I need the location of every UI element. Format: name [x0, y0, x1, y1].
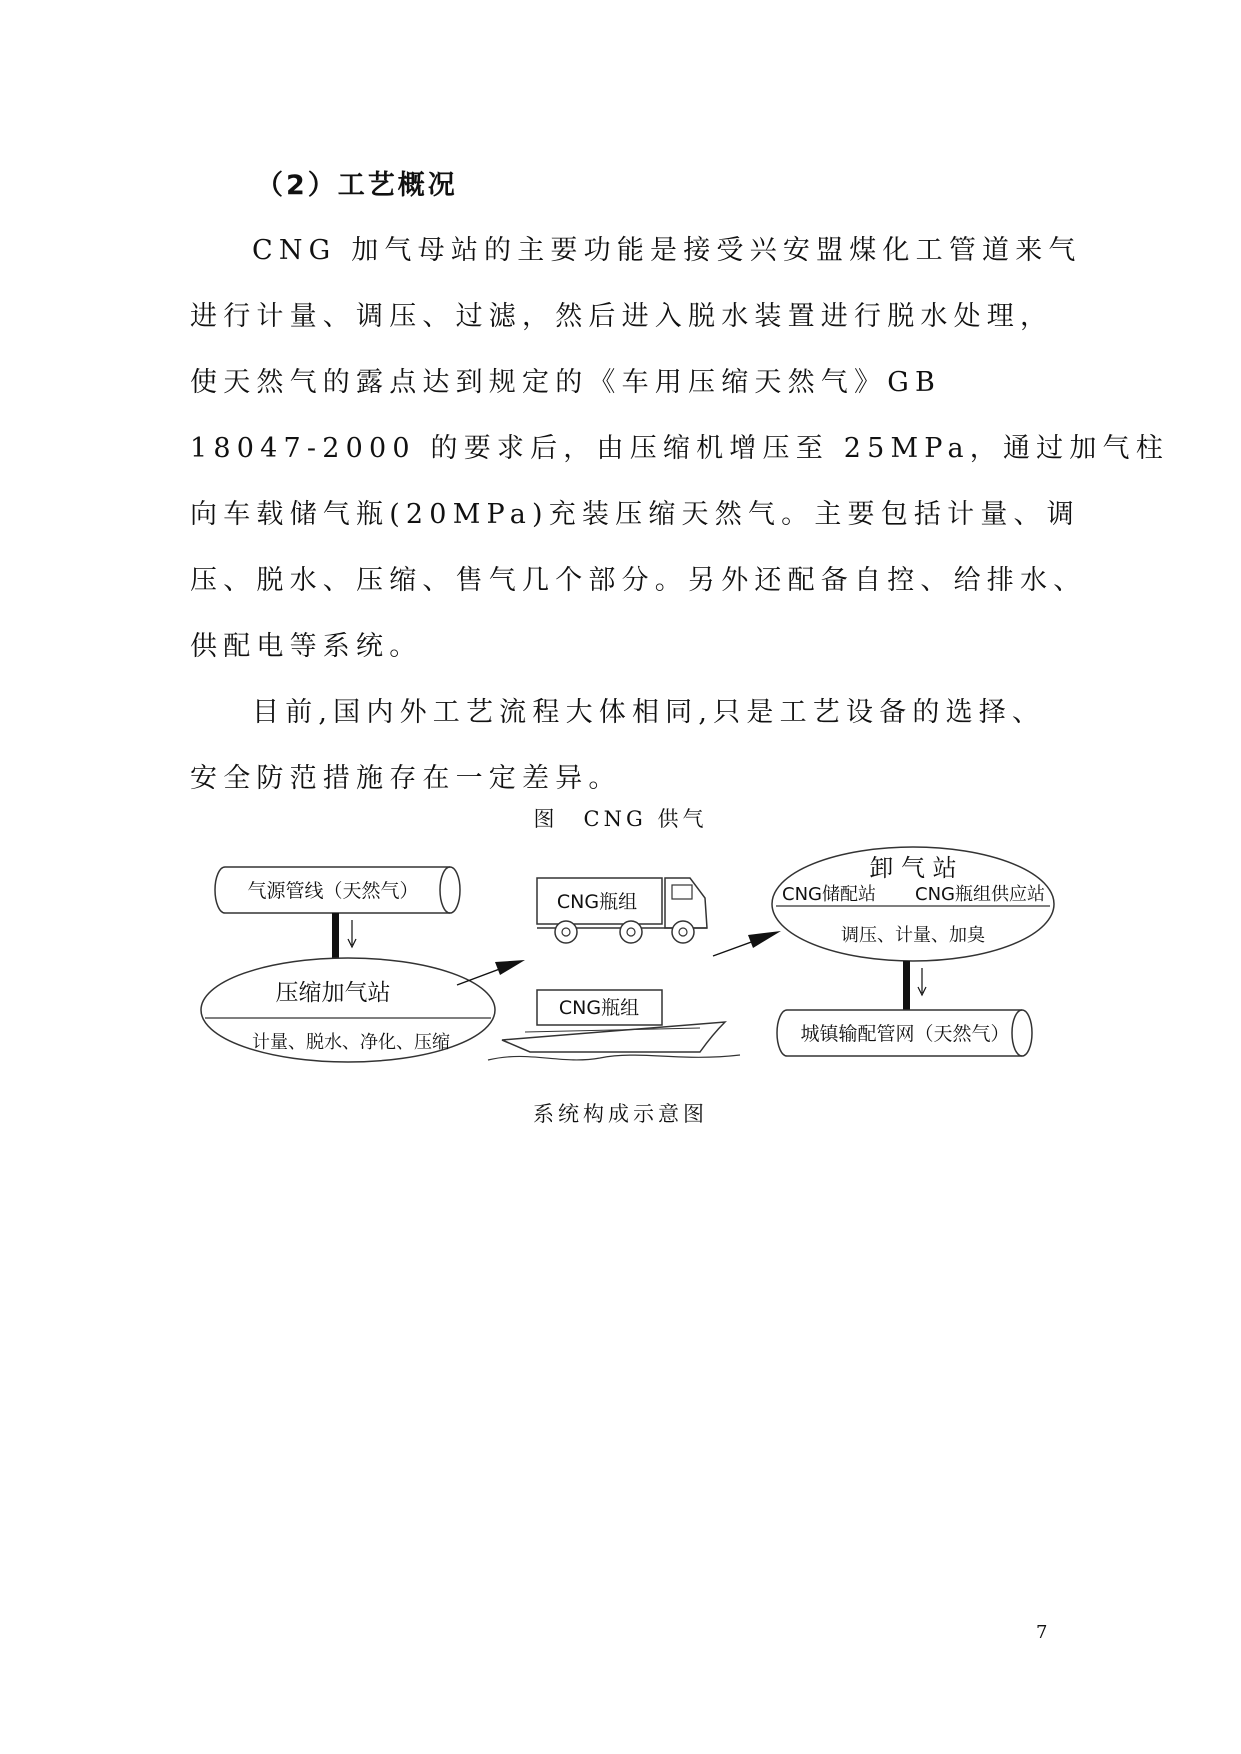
vertical-connector [903, 961, 910, 1010]
text-line: 18047-2000 的要求后，由压缩机增压至 25MPa，通过加气柱 [190, 433, 1169, 464]
figure-caption: 系统构成示意图 [533, 1102, 708, 1126]
text-line: 供配电等系统。 [190, 631, 423, 662]
down-arrow-icon [918, 968, 926, 995]
unload-station-label: 卸 气 站 [869, 854, 957, 882]
unload-sub-left: CNG储配站 [782, 884, 876, 905]
city-pipe [777, 1010, 1032, 1056]
text-line: 向车载储气瓶(20MPa)充装压缩天然气。主要包括计量、调 [190, 499, 1080, 530]
text-line: 进行计量、调压、过滤，然后进入脱水装置进行脱水处理， [190, 301, 1054, 332]
arrow-to-unload-icon [713, 931, 781, 956]
source-pipe [215, 867, 460, 913]
compress-station-sub: 计量、脱水、净化、压缩 [252, 1032, 450, 1053]
ship-icon [488, 990, 740, 1060]
city-pipe-label: 城镇输配管网（天然气） [800, 1023, 1010, 1045]
truck-icon [537, 878, 707, 943]
text-line: 压、脱水、压缩、售气几个部分。另外还配备自控、给排水、 [190, 565, 1087, 596]
text-line: CNG 加气母站的主要功能是接受兴安盟煤化工管道来气 [252, 235, 1082, 266]
compress-station [201, 958, 495, 1062]
text-line: 目前,国内外工艺流程大体相同,只是工艺设备的选择、 [252, 697, 1046, 728]
page-number: 7 [1036, 1622, 1048, 1643]
unload-station [772, 847, 1054, 961]
text-line: 安全防范措施存在一定差异。 [190, 763, 622, 794]
down-arrow-icon [348, 920, 356, 947]
truck-label: CNG瓶组 [556, 891, 638, 913]
unload-sub-bottom: 调压、计量、加臭 [841, 925, 985, 946]
section-heading: （2）工艺概况 [256, 170, 458, 201]
source-pipe-label: 气源管线（天然气） [247, 880, 419, 902]
compress-station-label: 压缩加气站 [275, 980, 391, 1006]
arrow-to-transport-icon [457, 960, 525, 985]
unload-sub-right: CNG瓶组供应站 [915, 884, 1045, 905]
figure-title: 图 CNG 供气 [533, 807, 708, 831]
text-line: 使天然气的露点达到规定的《车用压缩天然气》GB [190, 367, 942, 398]
ship-label: CNG瓶组 [558, 997, 640, 1019]
